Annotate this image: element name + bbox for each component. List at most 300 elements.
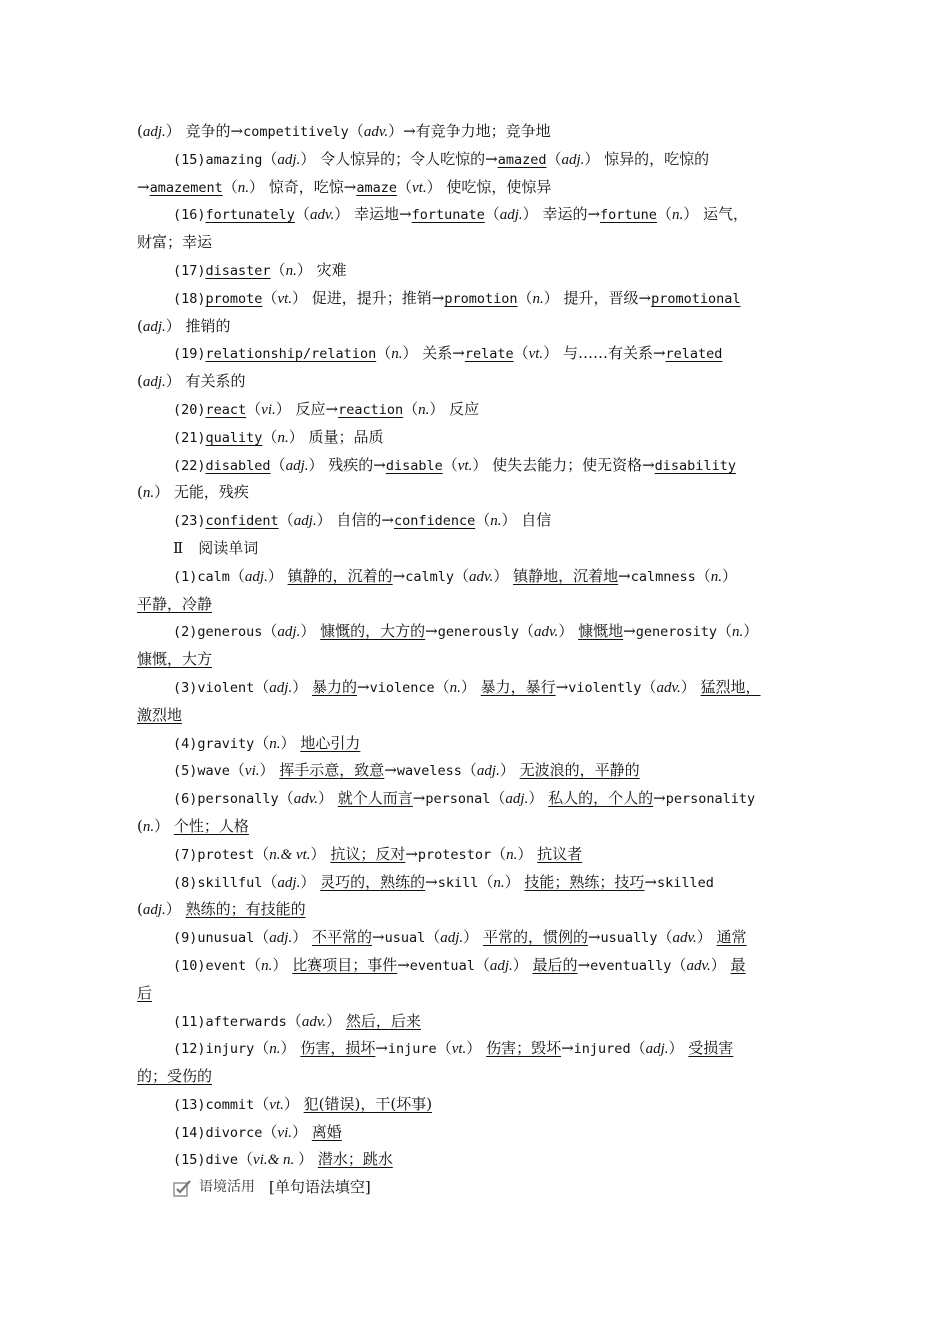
vocab-line — [137, 146, 817, 174]
line-text: → — [392, 566, 406, 585]
vocab-line — [137, 1063, 817, 1091]
line-text: （ — [513, 344, 529, 363]
line-text: （ — [490, 789, 506, 808]
vocab-line — [137, 313, 817, 341]
line-text: (13)commit — [173, 1096, 255, 1113]
line-text: ） — [460, 677, 481, 696]
part-of-speech: vt. — [528, 346, 544, 363]
answer-text: fortunately — [205, 207, 295, 224]
part-of-speech: n. — [285, 262, 297, 279]
line-text: (6)personally — [173, 791, 279, 808]
part-of-speech: adv. — [534, 624, 559, 641]
part-of-speech: adj. — [269, 679, 293, 696]
line-text: skilled — [657, 874, 714, 891]
line-text: ） 使失去能力；使无资格→ — [472, 455, 655, 474]
vocab-line — [137, 785, 817, 813]
line-text: (15)amazing — [173, 151, 263, 168]
vocab-line — [137, 1008, 817, 1036]
line-text: （ — [262, 427, 278, 446]
answer-text: 个性；人格 — [173, 816, 249, 835]
line-text: ） 反应→ — [275, 399, 339, 418]
line-text: ） 竞争的→ — [165, 122, 244, 140]
vocab-line — [137, 535, 817, 563]
line-text: （ — [222, 177, 238, 196]
vocab-line — [137, 563, 817, 591]
line-text: ） — [326, 1011, 346, 1030]
answer-text: 就个人而言 — [337, 789, 413, 808]
answer-text: confident — [205, 513, 279, 530]
answer-text: related — [665, 346, 723, 363]
line-text: (21) — [173, 429, 206, 446]
vocab-line — [137, 1146, 817, 1174]
part-of-speech: adv. — [301, 1013, 327, 1030]
answer-text: 灵巧的，熟练的 — [320, 872, 426, 891]
line-text: （ — [517, 288, 533, 307]
answer-text: 抗议；反对 — [330, 844, 406, 863]
part-of-speech: vi. — [261, 401, 276, 418]
line-text: protestor — [417, 846, 492, 863]
answer-text: 后 — [137, 983, 153, 1002]
line-text: (18) — [173, 290, 206, 307]
part-of-speech: n. — [261, 957, 273, 974]
line-text: → — [425, 872, 438, 891]
part-of-speech: n. — [493, 874, 505, 891]
line-text: （ — [238, 1150, 254, 1169]
part-of-speech: adj. — [489, 957, 513, 974]
line-text: ( — [137, 483, 143, 502]
line-text: personality — [665, 791, 756, 808]
line-text: （ — [403, 399, 419, 418]
vocab-line — [137, 591, 817, 619]
answer-text: 比赛项目；事件 — [292, 955, 398, 974]
line-text: ） — [165, 900, 186, 919]
vocab-line — [137, 702, 817, 730]
part-of-speech: adj. — [142, 318, 166, 335]
line-text: （ — [246, 399, 262, 418]
vocab-line — [137, 174, 817, 202]
answer-text: 的；受伤的 — [137, 1067, 213, 1086]
answer-text: 镇静的，沉着的 — [287, 566, 393, 585]
vocab-line — [137, 757, 817, 785]
line-text: （ — [641, 677, 657, 696]
line-text: ） — [292, 677, 312, 696]
line-text: (8)skillful — [173, 874, 263, 891]
answer-text: 激烈地 — [137, 705, 183, 724]
part-of-speech: n. — [710, 568, 722, 585]
line-text: （ — [484, 205, 500, 224]
answer-text: 伤害，损坏 — [300, 1039, 376, 1058]
line-text: ） — [466, 1039, 487, 1058]
line-text: ） — [283, 1094, 304, 1113]
part-of-speech: vt. — [269, 1096, 284, 1113]
answer-text: disaster — [205, 262, 271, 279]
vocab-line — [137, 646, 817, 674]
line-text: → — [623, 622, 636, 641]
line-text: （ — [294, 205, 310, 224]
part-of-speech: adj. — [499, 207, 523, 224]
line-text: （ — [262, 1122, 278, 1141]
part-of-speech: n. — [142, 485, 155, 502]
answer-text: fortunate — [411, 207, 485, 224]
line-text: （ — [475, 511, 491, 530]
line-text: calmly — [405, 568, 454, 585]
line-text: ） 与……有关系→ — [543, 344, 666, 363]
part-of-speech: adj. — [277, 624, 301, 641]
answer-text: quality — [205, 429, 263, 446]
answer-text: 暴力，暴行 — [480, 677, 556, 696]
answer-text: 暴力的 — [312, 677, 358, 696]
line-text: （ — [491, 844, 507, 863]
line-text: （ — [442, 455, 458, 474]
line-text: ） 幸运地→ — [334, 205, 412, 224]
part-of-speech: vi. — [277, 1124, 292, 1141]
answer-text: 最后的 — [532, 955, 578, 974]
line-text: （ — [630, 1039, 646, 1058]
line-text: (19) — [173, 346, 206, 363]
answer-text: 慷慨的，大方的 — [320, 622, 426, 641]
vocab-line — [137, 452, 817, 480]
line-text: → — [375, 1039, 388, 1058]
line-text: violence — [369, 679, 435, 696]
line-text: ） 无能，残疾 — [154, 483, 249, 502]
line-text: → — [587, 928, 601, 947]
line-text: → — [653, 789, 666, 808]
line-text: ） 残疾的→ — [308, 455, 386, 474]
part-of-speech: adj. — [277, 874, 301, 891]
line-text: （ — [254, 1039, 270, 1058]
line-text: ） — [517, 844, 538, 863]
vocab-line — [137, 229, 817, 257]
line-text: (10)event — [173, 957, 247, 974]
part-of-speech: n. — [449, 679, 461, 696]
line-text: ） 自信 — [501, 511, 552, 530]
line-text: ( — [137, 816, 143, 835]
line-text: ） — [463, 928, 483, 947]
part-of-speech: adj. — [142, 902, 166, 919]
answer-text: 无波浪的，平静的 — [519, 761, 640, 780]
line-text: skill — [437, 874, 479, 891]
vocab-line — [137, 257, 817, 285]
vocab-line — [137, 507, 817, 535]
line-text: ） 质量；品质 — [288, 427, 384, 446]
line-text: ） — [317, 789, 338, 808]
line-text: （ — [254, 677, 270, 696]
answer-text: 犯(错误)，干(坏事) — [303, 1094, 433, 1113]
line-text: ） 令人惊异的；令人吃惊的→ — [300, 149, 498, 168]
line-text: （ — [246, 955, 262, 974]
line-text: ） 反应 — [429, 399, 480, 418]
line-text: （ — [434, 677, 450, 696]
line-text: competitively — [243, 124, 349, 140]
part-of-speech: n. — [237, 179, 249, 196]
line-text: （ — [671, 955, 687, 974]
answer-text: reaction — [338, 401, 404, 418]
line-text: （ — [270, 260, 286, 279]
line-text: （ — [254, 844, 270, 863]
line-text: ） 使吃惊，使惊异 — [426, 177, 552, 196]
line-text: (4)gravity — [173, 735, 255, 752]
line-text: ） — [280, 1039, 301, 1058]
answer-text: promotional — [651, 290, 741, 307]
answer-text: fortune — [600, 207, 657, 224]
line-text: （ — [695, 566, 711, 585]
line-text: （ — [474, 955, 490, 974]
line-text: generosity — [635, 624, 717, 641]
answer-text: amazement — [149, 179, 223, 196]
line-text: (16) — [173, 207, 206, 224]
answer-text: 镇静地，沉着地 — [513, 566, 619, 585]
vocab-line — [137, 424, 817, 452]
line-text: ） — [298, 1150, 318, 1169]
line-text: eventually — [590, 957, 672, 974]
line-text: ） — [292, 928, 312, 947]
line-text: （ — [254, 733, 270, 752]
vocab-line — [137, 368, 817, 396]
line-text: violently — [568, 679, 642, 696]
answer-text: 潜水；跳水 — [317, 1150, 393, 1169]
line-text: ） 促进，提升；推销→ — [292, 288, 445, 307]
vocab-line — [137, 340, 817, 368]
line-text: （ — [229, 566, 245, 585]
line-text: ） — [710, 955, 731, 974]
line-text: （ — [262, 872, 278, 891]
vocabulary-list — [137, 118, 817, 1174]
line-text: ） — [272, 955, 293, 974]
line-text: (7)protest — [173, 846, 255, 863]
vocab-line — [137, 1119, 817, 1147]
line-text: (5)wave — [173, 763, 230, 780]
line-text: ） — [154, 816, 174, 835]
line-text: （ — [519, 622, 535, 641]
part-of-speech: adj. — [285, 457, 309, 474]
answer-text: 平静，冷静 — [137, 594, 213, 613]
vocab-line — [137, 1035, 817, 1063]
line-text: （ — [229, 761, 245, 780]
part-of-speech: adj. — [142, 374, 166, 391]
answer-text: 不平常的 — [312, 928, 373, 947]
answer-text: 挥手示意，致意 — [279, 761, 385, 780]
line-text: （ — [716, 622, 732, 641]
part-of-speech: vi. — [244, 763, 260, 780]
part-of-speech: adj. — [293, 513, 317, 530]
line-text: ） 幸运的→ — [522, 205, 601, 224]
vocab-line — [137, 618, 817, 646]
part-of-speech: adj. — [142, 124, 166, 140]
line-text: ） — [280, 733, 301, 752]
line-text: （ — [286, 1011, 302, 1030]
line-text: → — [618, 566, 631, 585]
line-text: (14)divorce — [173, 1124, 263, 1141]
part-of-speech: n. — [532, 290, 544, 307]
part-of-speech: adj. — [476, 763, 500, 780]
part-of-speech: adj. — [440, 930, 464, 947]
vocab-line — [137, 285, 817, 313]
line-text: (12)injury — [173, 1041, 255, 1058]
line-text: ） 运气， — [683, 205, 748, 224]
answer-text: 慷慨地 — [578, 622, 624, 641]
section-heading — [137, 1174, 817, 1202]
part-of-speech: adj. — [561, 151, 585, 168]
part-of-speech: n. — [418, 401, 430, 418]
vocab-line — [137, 730, 817, 758]
part-of-speech: adj. — [645, 1041, 669, 1058]
part-of-speech: n. — [269, 735, 281, 752]
line-text: ） 关系→ — [402, 344, 465, 363]
line-text: ）→有竞争力地；竞争地 — [388, 122, 551, 140]
answer-text: 离婚 — [311, 1122, 342, 1141]
line-text: ） — [310, 844, 331, 863]
line-text: ） — [292, 1122, 312, 1141]
line-text: calmness — [630, 568, 696, 585]
line-text: （ — [262, 288, 278, 307]
line-text: ） — [493, 566, 514, 585]
vocab-line — [137, 841, 817, 869]
part-of-speech: adv. — [672, 930, 697, 947]
line-text: → — [577, 955, 591, 974]
line-text: Ⅱ 阅读单词 — [173, 538, 259, 557]
line-text: generously — [437, 624, 519, 641]
pencil-check-icon — [173, 1179, 193, 1197]
line-text: ( — [137, 316, 143, 335]
section-subtitle: [单句语法填空] — [269, 1178, 371, 1197]
part-of-speech: vt. — [412, 179, 427, 196]
answer-text: 平常的，惯例的 — [482, 928, 588, 947]
answer-text: 受损害 — [688, 1039, 734, 1058]
vocab-line — [137, 118, 817, 146]
line-text: → — [561, 1039, 574, 1058]
line-text: (11)afterwards — [173, 1013, 287, 1030]
line-text: ） — [558, 622, 579, 641]
vocab-line — [137, 924, 817, 952]
line-text: → — [384, 761, 397, 780]
line-text: personal — [425, 791, 491, 808]
line-text: (22) — [173, 457, 206, 474]
line-text: （ — [478, 872, 494, 891]
part-of-speech: adj. — [505, 791, 529, 808]
line-text: ） — [504, 872, 525, 891]
answer-text: 慷慨，大方 — [137, 650, 213, 669]
line-text: ） — [743, 622, 759, 641]
line-text: ） — [680, 677, 701, 696]
answer-text: 通常 — [716, 928, 747, 947]
line-text: ） 灾难 — [296, 260, 347, 279]
answer-text: amazed — [497, 151, 547, 168]
answer-text: react — [205, 401, 247, 418]
line-text: （ — [262, 149, 278, 168]
line-text: ） — [499, 761, 520, 780]
line-text: ） — [721, 566, 737, 585]
line-text: （ — [461, 761, 477, 780]
answer-text: 熟练的；有技能的 — [185, 900, 306, 919]
line-text: ） 推销的 — [165, 316, 231, 335]
line-text: injured — [573, 1041, 631, 1058]
answer-text: amaze — [356, 179, 397, 196]
line-text: ） 有关系的 — [165, 372, 246, 391]
line-text: ） — [259, 761, 280, 780]
line-text: （ — [254, 1094, 270, 1113]
part-of-speech: n. — [506, 846, 518, 863]
part-of-speech: n. — [269, 1041, 281, 1058]
part-of-speech: n.& vt. — [269, 846, 311, 863]
line-text: ） — [512, 955, 533, 974]
vocab-line — [137, 952, 817, 980]
line-text: ） 惊异的，吃惊的 — [584, 149, 710, 168]
part-of-speech: adv. — [469, 568, 494, 585]
vocab-line — [137, 396, 817, 424]
answer-text: disable — [385, 457, 443, 474]
line-text: （ — [376, 344, 392, 363]
line-text: → — [357, 677, 370, 696]
part-of-speech: n. — [490, 513, 502, 530]
part-of-speech: adj. — [269, 930, 293, 947]
part-of-speech: adj. — [244, 568, 268, 585]
answer-text: promotion — [444, 290, 518, 307]
line-text: (9)unusual — [173, 930, 255, 947]
line-text: → — [397, 955, 410, 974]
vocab-line — [137, 1091, 817, 1119]
answer-text: disability — [654, 457, 736, 474]
part-of-speech: adv. — [309, 207, 335, 224]
answer-text: 然后，后来 — [345, 1011, 421, 1030]
answer-text: 技能；熟练；技巧 — [524, 872, 645, 891]
line-text: (20) — [173, 401, 206, 418]
line-text: （ — [254, 928, 270, 947]
answer-text: promote — [205, 290, 263, 307]
line-text: （ — [348, 122, 364, 140]
line-text: ） — [267, 566, 288, 585]
line-text: ） 惊奇，吃惊→ — [249, 177, 357, 196]
line-text: → — [412, 789, 426, 808]
line-text: → — [425, 622, 438, 641]
line-text: ） — [668, 1039, 689, 1058]
part-of-speech: vt. — [457, 457, 473, 474]
line-text: ） — [696, 928, 717, 947]
line-text: （ — [262, 622, 278, 641]
line-text: ( — [137, 372, 143, 391]
line-text: （ — [657, 928, 673, 947]
line-text: ） 提升，晋级→ — [543, 288, 652, 307]
part-of-speech: n. — [142, 818, 155, 835]
line-text: ） — [300, 872, 321, 891]
vocab-line — [137, 813, 817, 841]
line-text: ( — [137, 900, 143, 919]
line-text: injure — [387, 1041, 437, 1058]
answer-text: 最 — [730, 955, 746, 974]
part-of-speech: n. — [731, 624, 744, 641]
line-text: → — [137, 177, 150, 196]
vocab-line — [137, 479, 817, 507]
answer-text: disabled — [205, 457, 271, 474]
line-text: waveless — [396, 763, 462, 780]
vocab-line — [137, 896, 817, 924]
part-of-speech: adv. — [686, 957, 711, 974]
section-title: 语境活用 — [199, 1179, 255, 1196]
line-text: （ — [454, 566, 470, 585]
line-text: （ — [278, 511, 294, 530]
line-text: → — [644, 872, 657, 891]
line-text: (2)generous — [173, 624, 263, 641]
line-text: (1)calm — [173, 568, 230, 585]
line-text: （ — [278, 789, 294, 808]
line-text: usually — [600, 930, 658, 947]
line-text: → — [405, 844, 418, 863]
line-text: (23) — [173, 513, 206, 530]
part-of-speech: n. — [391, 346, 403, 363]
line-text: （ — [396, 177, 412, 196]
line-text: eventual — [409, 957, 475, 974]
line-text: ） 自信的→ — [316, 511, 394, 530]
answer-text: relationship/relation — [205, 346, 377, 363]
